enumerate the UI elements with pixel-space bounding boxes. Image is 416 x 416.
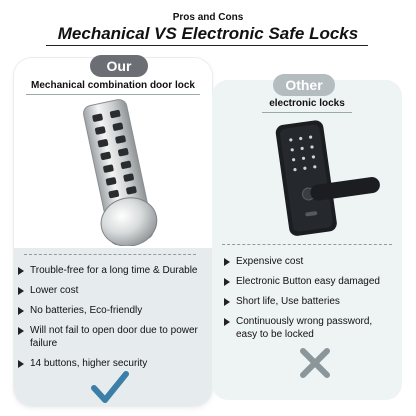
subtitle: Pros and Cons <box>172 12 244 23</box>
cross-icon <box>298 346 332 380</box>
mechanical-lock-image-area <box>14 58 212 243</box>
list-item: Expensive cost <box>224 255 396 268</box>
title-underline <box>46 45 368 46</box>
mechanical-features-list <box>18 264 208 377</box>
arrow-bullet-icon <box>224 298 230 306</box>
list-item: No batteries, Eco-friendly <box>18 304 208 317</box>
our-badge: Our <box>90 55 148 77</box>
arrow-bullet-icon <box>224 258 230 266</box>
checkmark-icon <box>90 368 130 408</box>
arrow-bullet-icon <box>18 267 24 275</box>
arrow-bullet-icon <box>18 327 24 335</box>
list-item: Trouble-free for a long time & Durable <box>18 264 208 277</box>
list-item: Continuously wrong password, easy to be locked <box>224 315 396 341</box>
arrow-bullet-icon <box>224 278 230 286</box>
electronic-lock-image <box>212 116 402 244</box>
label-divider <box>262 112 352 113</box>
dashed-divider <box>222 244 392 245</box>
list-item: Lower cost <box>18 284 208 297</box>
mechanical-lock-image <box>14 96 212 246</box>
arrow-bullet-icon <box>18 307 24 315</box>
mechanical-lock-label: Mechanical combination door lock <box>31 80 195 91</box>
dashed-divider <box>24 254 196 255</box>
list-item: Electronic Button easy damaged <box>224 275 396 288</box>
list-item: 14 buttons, higher security <box>18 357 208 370</box>
arrow-bullet-icon <box>224 318 230 326</box>
electronic-lock-label: electronic locks <box>269 98 345 109</box>
other-badge: Other <box>273 74 335 96</box>
label-divider <box>26 94 200 95</box>
page-title: Mechanical VS Electronic Safe Locks <box>57 24 359 43</box>
list-item: Short life, Use batteries <box>224 295 396 308</box>
electronic-features-list <box>224 255 396 348</box>
list-item: Will not fail to open door due to power failure <box>18 324 208 350</box>
mechanical-lock-card <box>14 58 212 406</box>
arrow-bullet-icon <box>18 287 24 295</box>
arrow-bullet-icon <box>18 360 24 368</box>
